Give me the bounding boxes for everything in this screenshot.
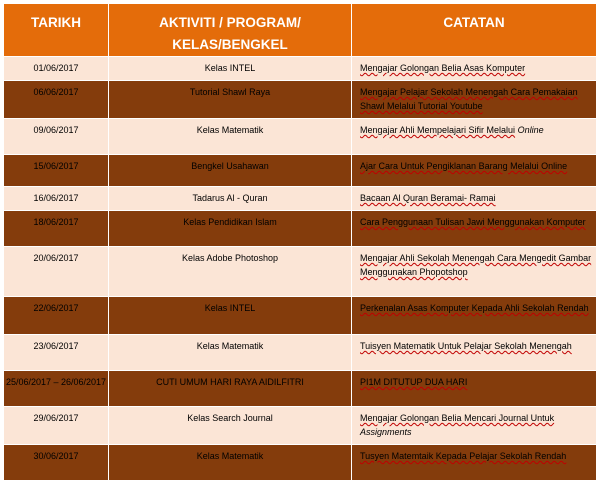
activity-cell: Tutorial Shawl Raya bbox=[109, 81, 352, 119]
note-cell bbox=[352, 57, 597, 81]
table-row bbox=[4, 297, 597, 335]
date-cell: 29/06/2017 bbox=[4, 407, 109, 445]
date-cell: 22/06/2017 bbox=[4, 297, 109, 335]
note-text: Mengajar Ahli Sekolah Menengah Cara Mengedit Gambar Menggunakan Phopotshop bbox=[360, 253, 592, 277]
table-row bbox=[4, 445, 597, 481]
date-cell: 18/06/2017 bbox=[4, 211, 109, 247]
table-row bbox=[4, 211, 597, 247]
date-cell: 30/06/2017 bbox=[4, 445, 109, 481]
note-text: Tuisyen Matematik Untuk Pelajar Sekolah Menengah bbox=[360, 341, 572, 351]
date-cell: 01/06/2017 bbox=[4, 57, 109, 81]
activity-cell: Tadarus Al - Quran bbox=[109, 187, 352, 211]
table-row bbox=[4, 57, 597, 81]
date-cell: 15/06/2017 bbox=[4, 155, 109, 187]
activity-cell: Kelas INTEL bbox=[109, 297, 352, 335]
table-row bbox=[4, 155, 597, 187]
activity-cell: Kelas Search Journal bbox=[109, 407, 352, 445]
note-cell bbox=[352, 371, 597, 407]
table-row bbox=[4, 187, 597, 211]
note-cell bbox=[352, 187, 597, 211]
header-row bbox=[4, 4, 597, 57]
activity-cell: Kelas Matematik bbox=[109, 445, 352, 481]
note-text: Tusyen Matemtaik Kepada Pelajar Sekolah Rendah bbox=[360, 451, 567, 461]
note-text: Mengajar Ahli Mempelajari Sifir Melalui bbox=[360, 125, 516, 135]
activity-cell: Kelas Matematik bbox=[109, 119, 352, 155]
date-cell: 06/06/2017 bbox=[4, 81, 109, 119]
table-row bbox=[4, 119, 597, 155]
activity-cell: Bengkel Usahawan bbox=[109, 155, 352, 187]
header-date: TARIKH bbox=[4, 4, 109, 57]
note-text: Mengajar Golongan Belia Asas Komputer bbox=[360, 63, 526, 73]
note-text: Ajar Cara Untuk Pengiklanan Barang Melalui Online bbox=[360, 161, 568, 171]
note-text: Perkenalan Asas Komputer Kepada Ahli Sekolah Rendah bbox=[360, 303, 589, 313]
table-row bbox=[4, 247, 597, 297]
note-text: Bacaan Al Quran Beramai- Ramai bbox=[360, 193, 496, 203]
activity-cell: Kelas Pendidikan Islam bbox=[109, 211, 352, 247]
table-body bbox=[4, 57, 597, 481]
note-extra-text: Assignments bbox=[360, 427, 412, 437]
activity-cell: Kelas Matematik bbox=[109, 335, 352, 371]
header-notes: CATATAN bbox=[352, 4, 597, 57]
note-cell bbox=[352, 211, 597, 247]
note-cell bbox=[352, 297, 597, 335]
activity-cell: Kelas INTEL bbox=[109, 57, 352, 81]
table-row bbox=[4, 371, 597, 407]
note-cell bbox=[352, 81, 597, 119]
table-row bbox=[4, 81, 597, 119]
note-cell bbox=[352, 445, 597, 481]
note-extra-text: Online bbox=[517, 125, 544, 135]
note-cell bbox=[352, 335, 597, 371]
note-text: Cara Penggunaan Tulisan Jawi Menggunakan Komputer bbox=[360, 217, 586, 227]
activity-table bbox=[3, 3, 597, 481]
header-activity: AKTIVITI / PROGRAM/ KELAS/BENGKEL bbox=[109, 4, 352, 57]
note-cell bbox=[352, 155, 597, 187]
note-text: Mengajar Golongan Belia Mencari Journal Untuk bbox=[360, 413, 555, 423]
note-cell bbox=[352, 247, 597, 297]
date-cell: 23/06/2017 bbox=[4, 335, 109, 371]
date-cell: 09/06/2017 bbox=[4, 119, 109, 155]
date-cell: 25/06/2017 – 26/06/2017 bbox=[4, 371, 109, 407]
note-text: PI1M DITUTUP DUA HARI bbox=[360, 377, 468, 387]
table-row bbox=[4, 335, 597, 371]
note-cell bbox=[352, 407, 597, 445]
date-cell: 16/06/2017 bbox=[4, 187, 109, 211]
note-text: Mengajar Pelajar Sekolah Menengah Cara Pemakaian Shawl Melalui Tutorial Youtube bbox=[360, 87, 578, 111]
activity-cell: Kelas Adobe Photoshop bbox=[109, 247, 352, 297]
table-row bbox=[4, 407, 597, 445]
activity-cell: CUTI UMUM HARI RAYA AIDILFITRI bbox=[109, 371, 352, 407]
date-cell: 20/06/2017 bbox=[4, 247, 109, 297]
note-cell bbox=[352, 119, 597, 155]
